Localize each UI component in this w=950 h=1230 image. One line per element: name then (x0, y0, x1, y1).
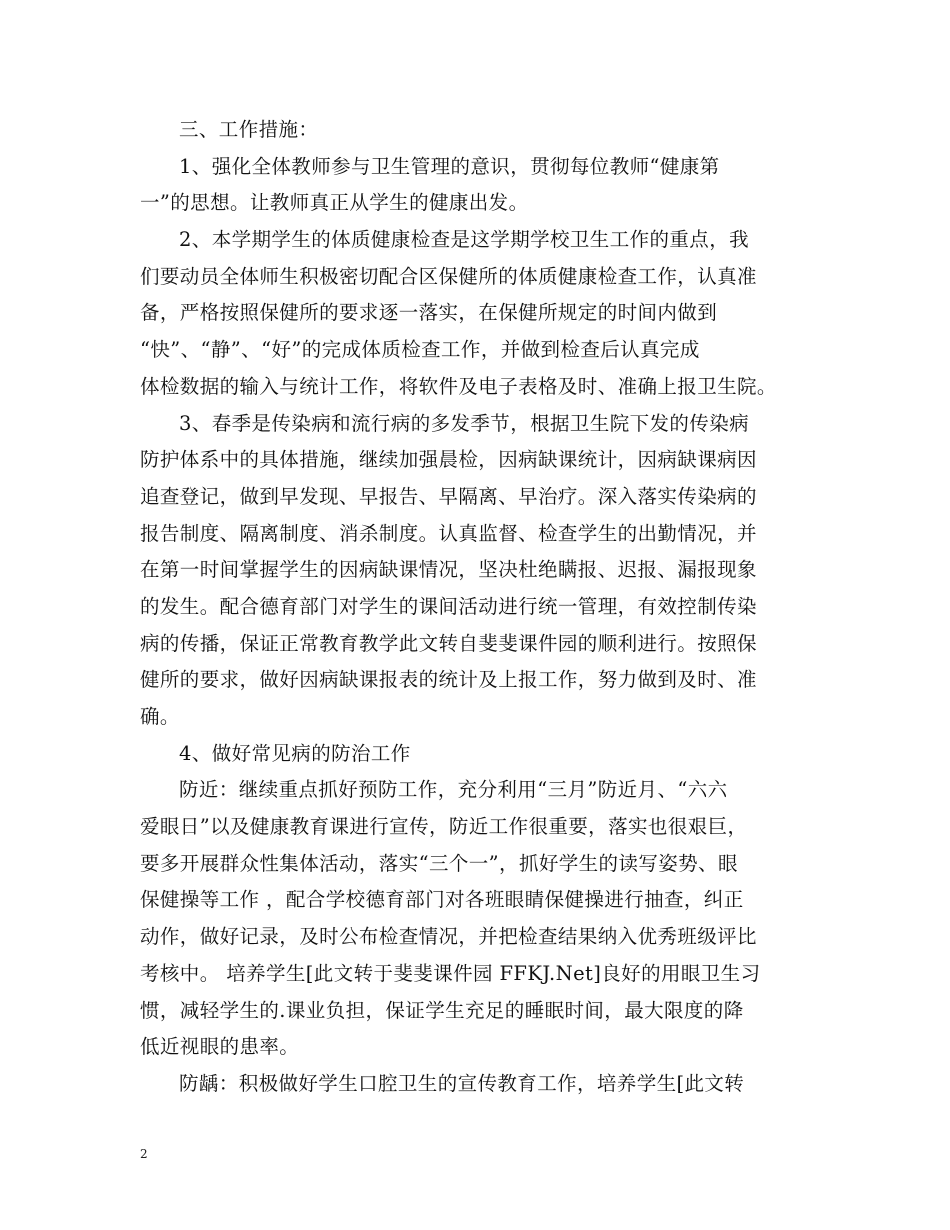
text-line: 防护体系中的具体措施，继续加强晨检，因病缺课统计，因病缺课病因 (140, 448, 757, 472)
text-line: “快”、“静”、“好”的完成体质检查工作，并做到检查后认真完成 (140, 338, 700, 362)
text-line: 防近：继续重点抓好预防工作，充分利用“三月”防近月、“六六 (179, 778, 728, 802)
text-line: 确。 (140, 705, 180, 728)
text-line: 的发生。配合德育部门对学生的课间活动进行统一管理，有效控制传染 (140, 594, 757, 618)
text-line: 惯，减轻学生的.课业负担，保证学生充足的睡眠时间，最大限度的降 (140, 998, 744, 1022)
text-line: 三、工作措施： (179, 118, 319, 141)
text-line: 4、做好常见病的防治工作 (179, 741, 411, 765)
text-line: 体检数据的输入与统计工作，将软件及电子表格及时、准确上报卫生院。 (140, 374, 777, 398)
text-line: 要多开展群众性集体活动，落实“三个一”，抓好学生的读写姿势、眼 (140, 851, 738, 875)
text-line: 防龋：积极做好学生口腔卫生的宣传教育工作，培养学生[此文转 (179, 1071, 745, 1095)
text-line: 健所的要求，做好因病缺课报表的统计及上报工作，努力做到及时、准 (140, 668, 757, 692)
text-line: 1、强化全体教师参与卫生管理的意识，贯彻每位教师“健康第 (179, 154, 720, 178)
text-line: 追查登记，做到早发现、早报告、早隔离、早治疗。深入落实传染病的 (140, 484, 757, 508)
text-line: 3、春季是传染病和流行病的多发季节，根据卫生院下发的传染病 (179, 411, 750, 435)
page-number: 2 (140, 1147, 148, 1161)
text-line: 2、本学期学生的体质健康检查是这学期学校卫生工作的重点，我 (179, 228, 750, 252)
text-line: 考核中。 培养学生[此文转于斐斐课件园 FFKJ.Net]良好的用眼卫生习 (140, 961, 761, 985)
text-line: 爱眼日”以及健康教育课进行宣传，防近工作很重要，落实也很艰巨， (140, 815, 748, 839)
text-line: 一”的思想。让教师真正从学生的健康出发。 (140, 191, 529, 215)
text-line: 们要动员全体师生积极密切配合区保健所的体质健康检查工作，认真准 (140, 264, 757, 288)
text-line: 病的传播，保证正常教育教学此文转自斐斐课件园的顺利进行。按照保 (140, 631, 757, 655)
text-line: 动作，做好记录，及时公布检查情况，并把检查结果纳入优秀班级评比 (140, 925, 757, 949)
text-line: 保健操等工作 ，配合学校德育部门对各班眼睛保健操进行抽查，纠正 (140, 888, 744, 912)
text-line: 低近视眼的患率。 (140, 1035, 300, 1059)
text-line: 在第一时间掌握学生的因病缺课情况，坚决杜绝瞒报、迟报、漏报现象 (140, 558, 757, 582)
text-line: 备，严格按照保健所的要求逐一落实，在保健所规定的时间内做到 (140, 301, 718, 325)
text-line: 报告制度、隔离制度、消杀制度。认真监督、检查学生的出勤情况，并 (140, 521, 757, 545)
document-body (140, 112, 830, 1103)
